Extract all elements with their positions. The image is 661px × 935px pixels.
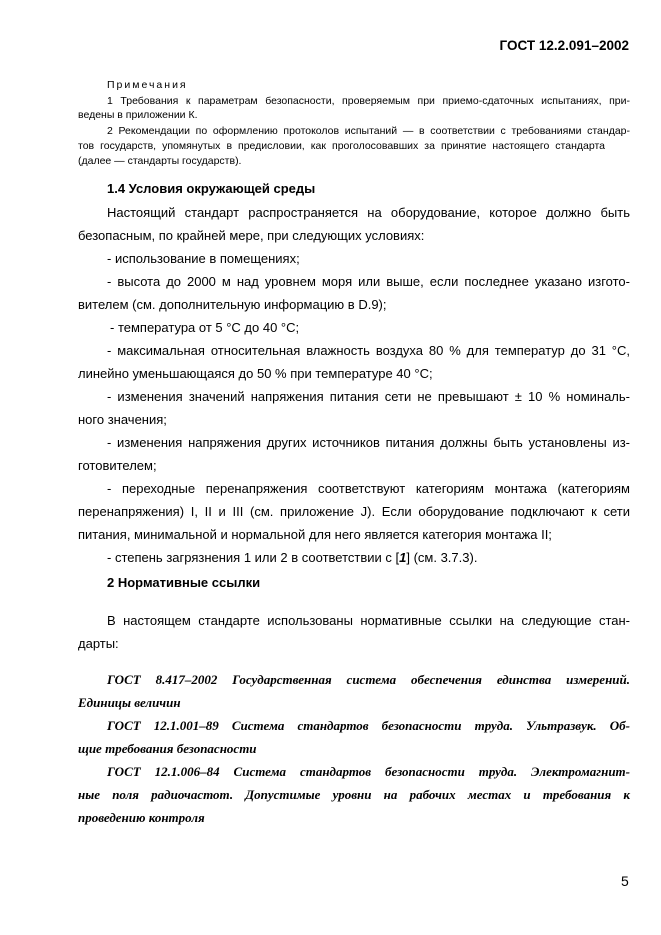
- condition-altitude-line-1: - высота до 2000 м над уровнем моря или выше, если последнее указано изгото-: [107, 274, 630, 289]
- condition-overvoltage-line-2: перенапряжения) I, II и III (см. приложение J). Если оборудование подключают к сети: [78, 504, 630, 519]
- pollution-text-after: ] (см. 3.7.3).: [406, 550, 478, 565]
- condition-overvoltage-line-1: - переходные перенапряжения соответствуют категориям монтажа (категориям: [107, 481, 630, 496]
- bibliography-reference-link[interactable]: 1: [399, 550, 407, 565]
- section-1-4-heading: 1.4 Условия окружающей среды: [107, 181, 316, 196]
- note-2-line-2: тов государств, упомянутых в предисловии, как проголосовавших за принятие настоящего стандарта: [78, 140, 605, 152]
- page-number: 5: [621, 873, 629, 889]
- reference-gost-8-417-line-1: ГОСТ 8.417–2002 Государственная система обеспечения единства измерений.: [107, 672, 630, 687]
- reference-gost-12-1-001-line-2: щие требования безопасности: [78, 741, 257, 756]
- condition-humidity-line-2: линейно уменьшающаяся до 50 % при температуре 40 °С;: [78, 366, 433, 381]
- section-2-heading: 2 Нормативные ссылки: [107, 575, 261, 590]
- condition-mains-voltage-line-1: - изменения значений напряжения питания сети не превышают ± 10 % номиналь-: [107, 389, 630, 404]
- condition-pollution-degree: [107, 546, 477, 569]
- document-header: ГОСТ 12.2.091–2002: [499, 38, 629, 53]
- condition-humidity-line-1: - максимальная относительная влажность воздуха 80 % для температур до 31 °С,: [107, 343, 630, 358]
- section-2-intro-line-1: В настоящем стандарте использованы нормативные ссылки на следующие стан-: [107, 613, 630, 628]
- note-1-line-2: ведены в приложении К.: [78, 109, 198, 121]
- condition-altitude-line-2: вителем (см. дополнительную информацию в D.9);: [78, 297, 387, 312]
- notes-title: Примечания: [107, 79, 188, 91]
- condition-mains-voltage-line-2: ного значения;: [78, 412, 167, 427]
- section-1-4-intro-line-1: Настоящий стандарт распространяется на оборудование, которое должно быть: [107, 205, 630, 220]
- reference-gost-12-1-006-line-2: ные поля радиочастот. Допустимые уровни на рабочих местах и требования к: [78, 787, 630, 802]
- condition-indoor: - использование в помещениях;: [107, 251, 300, 266]
- note-1-line-1: 1 Требования к параметрам безопасности, проверяемым при приемо-сдаточных испытаниях, при-: [107, 95, 630, 107]
- reference-gost-12-1-006-line-1: ГОСТ 12.1.006–84 Система стандартов безопасности труда. Электромагнит-: [107, 764, 630, 779]
- section-1-4-intro-line-2: безопасным, по крайней мере, при следующих условиях:: [78, 228, 425, 243]
- condition-other-supply-line-1: - изменения напряжения других источников питания должны быть установлены из-: [107, 435, 630, 450]
- note-2-line-3: (далее — стандарты государств).: [78, 155, 242, 167]
- section-2-intro-line-2: дарты:: [78, 636, 119, 651]
- condition-overvoltage-line-3: питания, минимальной и нормальной для него является категория монтажа II;: [78, 527, 552, 542]
- pollution-text-before: - степень загрязнения 1 или 2 в соответствии с [: [107, 550, 400, 565]
- note-2-line-1: 2 Рекомендации по оформлению протоколов испытаний — в соответствии с требованиями стандар-: [107, 125, 630, 137]
- condition-other-supply-line-2: готовителем;: [78, 458, 157, 473]
- reference-gost-8-417-line-2: Единицы величин: [78, 695, 181, 710]
- reference-gost-12-1-006-line-3: проведению контроля: [78, 810, 205, 825]
- reference-gost-12-1-001-line-1: ГОСТ 12.1.001–89 Система стандартов безопасности труда. Ультразвук. Об-: [107, 718, 630, 733]
- condition-temperature: - температура от 5 °С до 40 °С;: [110, 320, 300, 335]
